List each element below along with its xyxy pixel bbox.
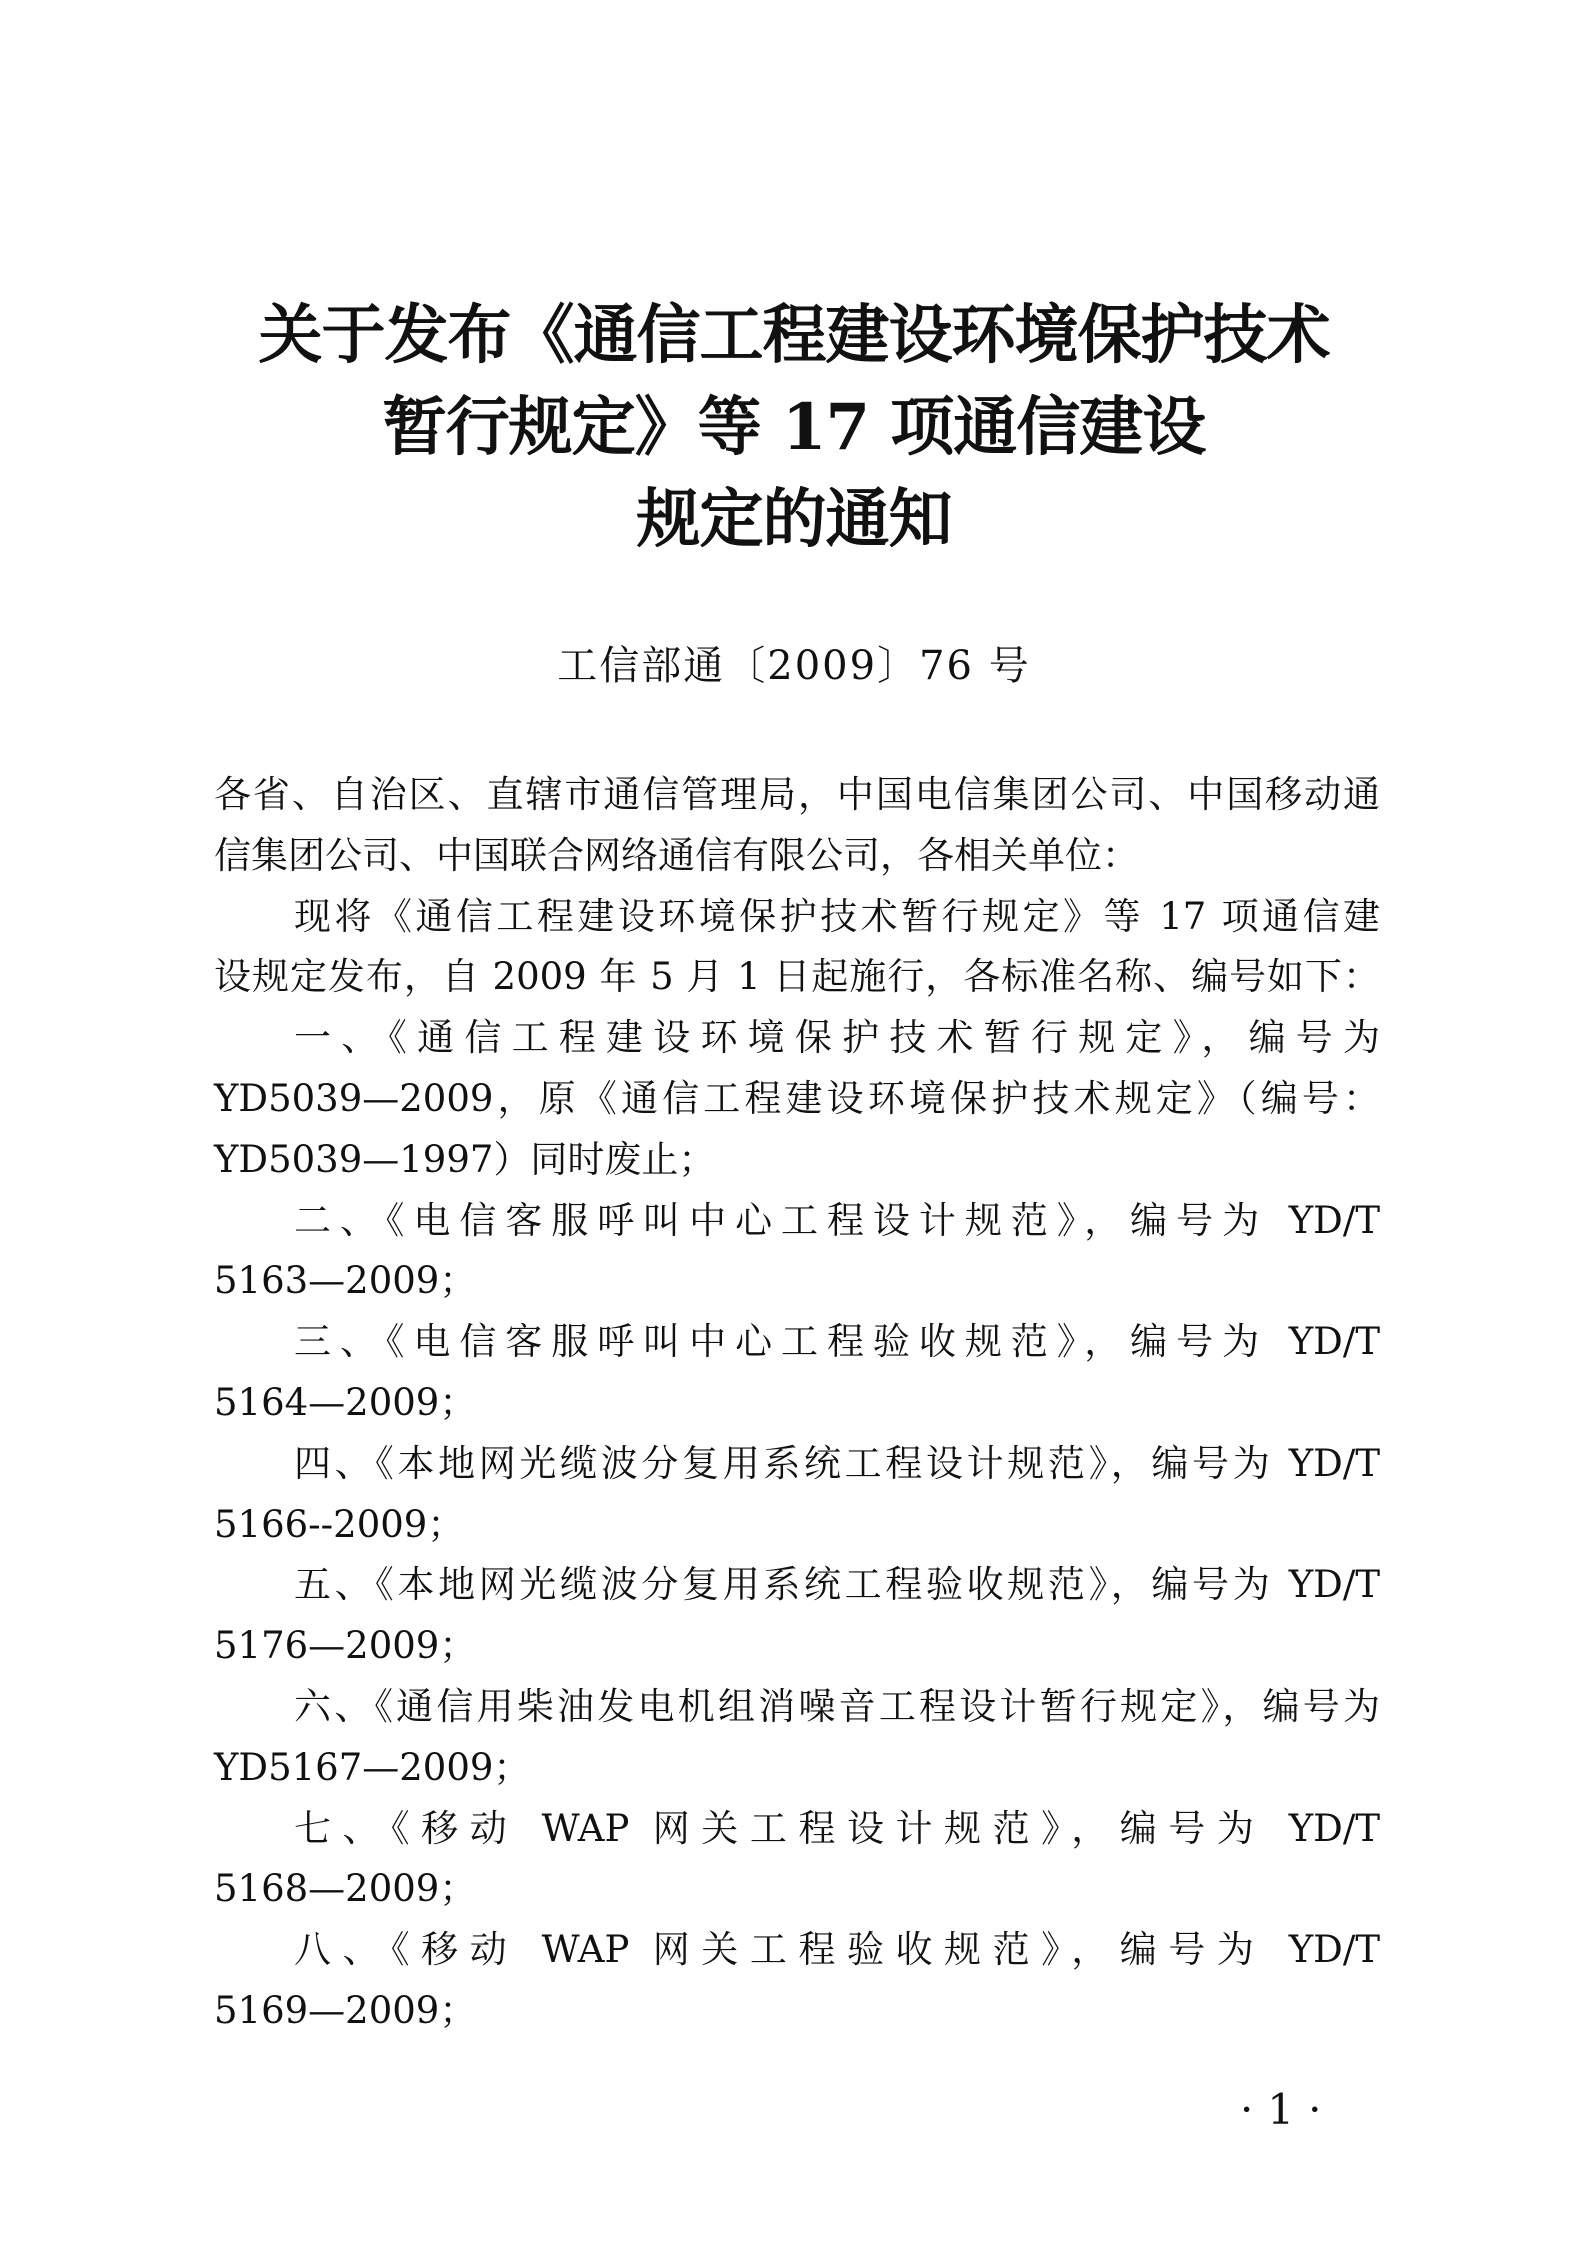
list-item-8: 八、《移动 WAP 网关工程验收规范》，编号为 YD/T: [294, 1928, 1380, 1972]
list-item-1: 一、《通信工程建设环境保护技术暂行规定》，编号为: [294, 1016, 1380, 1060]
body-line: 各省、自治区、直辖市通信管理局，中国电信集团公司、中国移动通: [214, 773, 1380, 816]
body-line: 5163—2009；: [214, 1259, 477, 1303]
body-line: 现将《通信工程建设环境保护技术暂行规定》等 17 项通信建: [294, 894, 1380, 938]
body-line: 5169—2009；: [214, 1988, 477, 2032]
list-item-3: 三、《电信客服呼叫中心工程验收规范》，编号为 YD/T: [294, 1320, 1380, 1364]
body-line: 5176—2009；: [214, 1624, 477, 1668]
document-title: [0, 290, 1588, 566]
list-item-4: 四、《本地网光缆波分复用系统工程设计规范》，编号为 YD/T: [294, 1441, 1380, 1485]
body-line: 信集团公司、中国联合网络通信有限公司，各相关单位：: [214, 833, 1139, 877]
body-line: YD5039—2009，原《通信工程建设环境保护技术规定》（编号：: [214, 1076, 1380, 1120]
body-line: YD5039—1997）同时废止；: [214, 1137, 716, 1181]
body-line: 5164—2009；: [214, 1380, 477, 1424]
body-line: 5168—2009；: [214, 1867, 477, 1911]
title-line-2: 暂行规定》等 17 项通信建设: [382, 390, 1206, 465]
title-line-3: 规定的通知: [636, 482, 952, 557]
page-number: ·1·: [1240, 2085, 1336, 2134]
document-number: 工信部通〔2009〕76 号: [557, 643, 1031, 689]
title-line-1: 关于发布《通信工程建设环境保护技术: [258, 298, 1330, 373]
document-body: [214, 765, 1380, 2042]
list-item-6: 六、《通信用柴油发电机组消噪音工程设计暂行规定》，编号为: [294, 1684, 1380, 1728]
body-line: YD5167—2009；: [214, 1745, 531, 1789]
body-line: 设规定发布，自 2009 年 5 月 1 日起施行，各标准名称、编号如下：: [214, 955, 1380, 999]
list-item-5: 五、《本地网光缆波分复用系统工程验收规范》，编号为 YD/T: [294, 1563, 1380, 1607]
list-item-7: 七、《移动 WAP 网关工程设计规范》，编号为 YD/T: [294, 1806, 1380, 1850]
body-line: 5166--2009；: [214, 1502, 465, 1546]
list-item-2: 二、《电信客服呼叫中心工程设计规范》，编号为 YD/T: [294, 1198, 1380, 1242]
